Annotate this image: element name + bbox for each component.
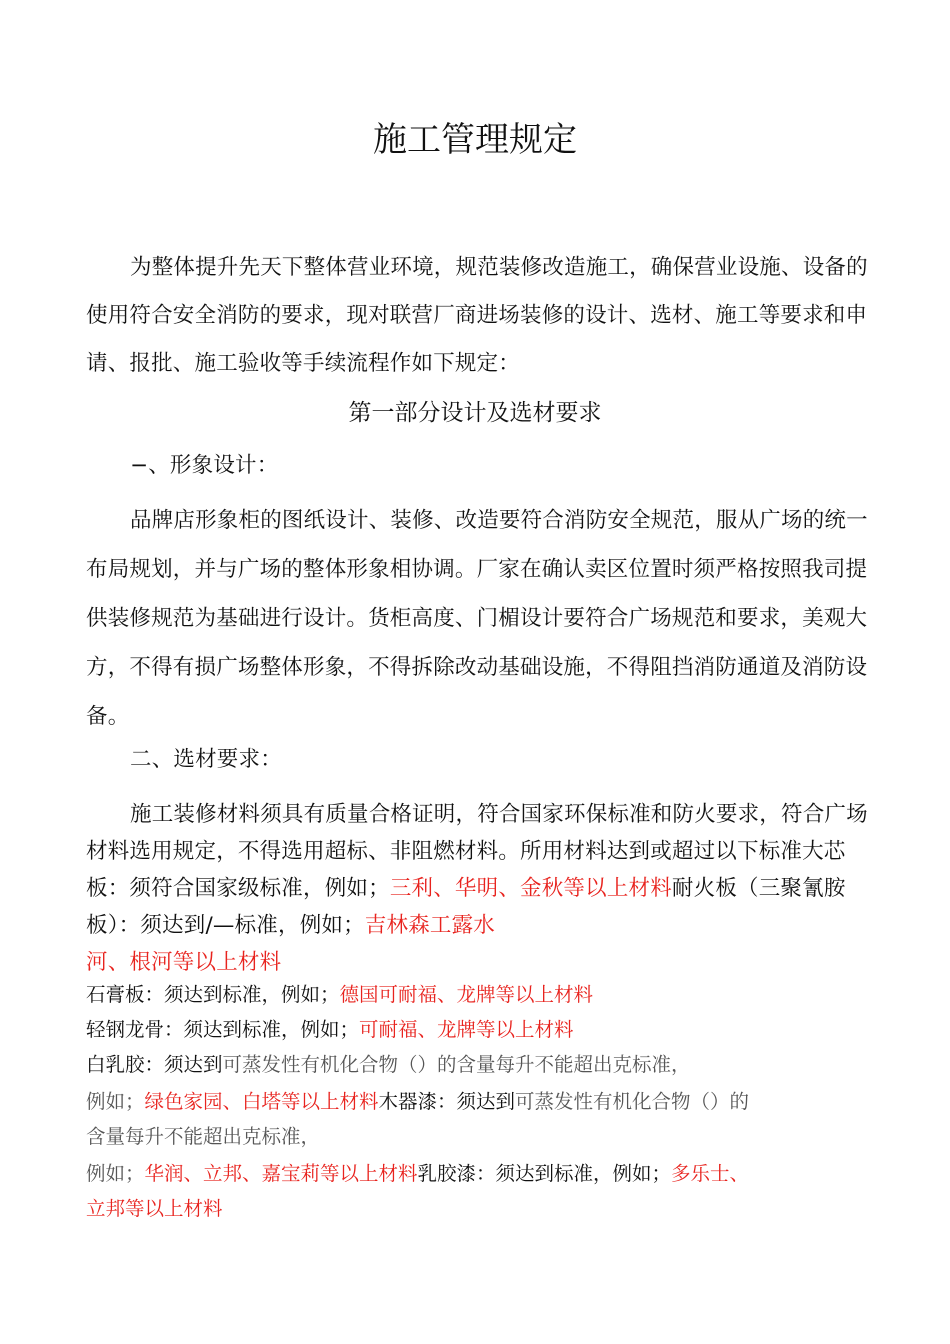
glue-label: 白乳胶：须达到 xyxy=(86,1053,223,1076)
fireboard-brands-cont: 河、根河等以上材料 xyxy=(86,950,282,975)
wood-label: 木器漆：须达到 xyxy=(378,1090,516,1113)
section1-heading: −、形象设计： xyxy=(130,453,279,478)
latex-label: 乳胶漆：须达到标准，例如； xyxy=(417,1162,672,1185)
gypsum-line xyxy=(86,980,886,1010)
wood-brands: 华润、立邦、嘉宝莉等以上材料 xyxy=(144,1162,418,1185)
wood-requirement-cont: 含量每升不能超出克标准， xyxy=(86,1125,321,1148)
glue-brands: 绿色家园、白塔等以上材料 xyxy=(144,1090,379,1113)
intro-paragraph: 为整体提升先天下整体营业环境，规范装修改造施工，确保营业设施、设备的使用符合安全消防的要求，现对联营厂商进场装修的设计、选材、施工等要求和申请、报批、施工验收等手续流程作如下规定： xyxy=(86,255,868,376)
section2-body-a: 施工装修材料须具有质量合格证明，符合国家环保标准和防火要求，符合广场材料选用规定，不得选用超标、非阻燃材料。所用材料达到或超过以下标准大芯板：须符合国家级标准，例如； xyxy=(86,802,868,901)
keel-line xyxy=(86,1015,886,1045)
part1-title: 第一部分设计及选材要求 xyxy=(348,400,602,426)
section1-body: 品牌店形象柜的图纸设计、装修、改造要符合消防安全规范，服从广场的统一布局规划，并与广场的整体形象相协调。厂家在确认卖区位置时须严格按照我司提供装修规范为基础进行设计。货柜高度、门楣设计要符合广场规范和要求，美观大方，不得有损广场整体形象，不得拆除改动基础设施，不得阻挡消防通道及消防设备。 xyxy=(86,508,868,729)
keel-label: 轻钢龙骨：须达到标准，例如； xyxy=(86,1018,360,1041)
glue-requirement: 可蒸发性有机化合物（）的含量每升不能超出克标准， xyxy=(222,1053,691,1076)
wood-example: 例如； xyxy=(86,1162,145,1185)
gypsum-label: 石膏板：须达到标准，例如； xyxy=(86,983,340,1006)
section2-body xyxy=(86,796,876,981)
fireboard-brands: 吉林森工露水 xyxy=(364,913,495,938)
latex-brands-cont: 立邦等以上材料 xyxy=(86,1197,223,1220)
gypsum-brands: 德国可耐福、龙牌等以上材料 xyxy=(339,983,594,1006)
section2-heading: 二、选材要求： xyxy=(130,747,282,772)
document-title: 施工管理规定 xyxy=(373,120,577,160)
section2-body-b: 耐火板（三聚氰胺板）：须达到/—标准，例如； xyxy=(86,876,846,938)
glue-example: 例如； xyxy=(86,1090,145,1113)
wood-requirement: 可蒸发性有机化合物（）的 xyxy=(515,1090,750,1113)
latex-brands: 多乐士、 xyxy=(671,1162,750,1185)
wood-latex-line xyxy=(86,1159,886,1189)
plywood-brands: 三利、华明、金秋等以上材料 xyxy=(389,876,672,901)
glue-line xyxy=(86,1050,886,1080)
glue-wood-line xyxy=(86,1087,886,1117)
keel-brands: 可耐福、龙牌等以上材料 xyxy=(359,1018,574,1041)
